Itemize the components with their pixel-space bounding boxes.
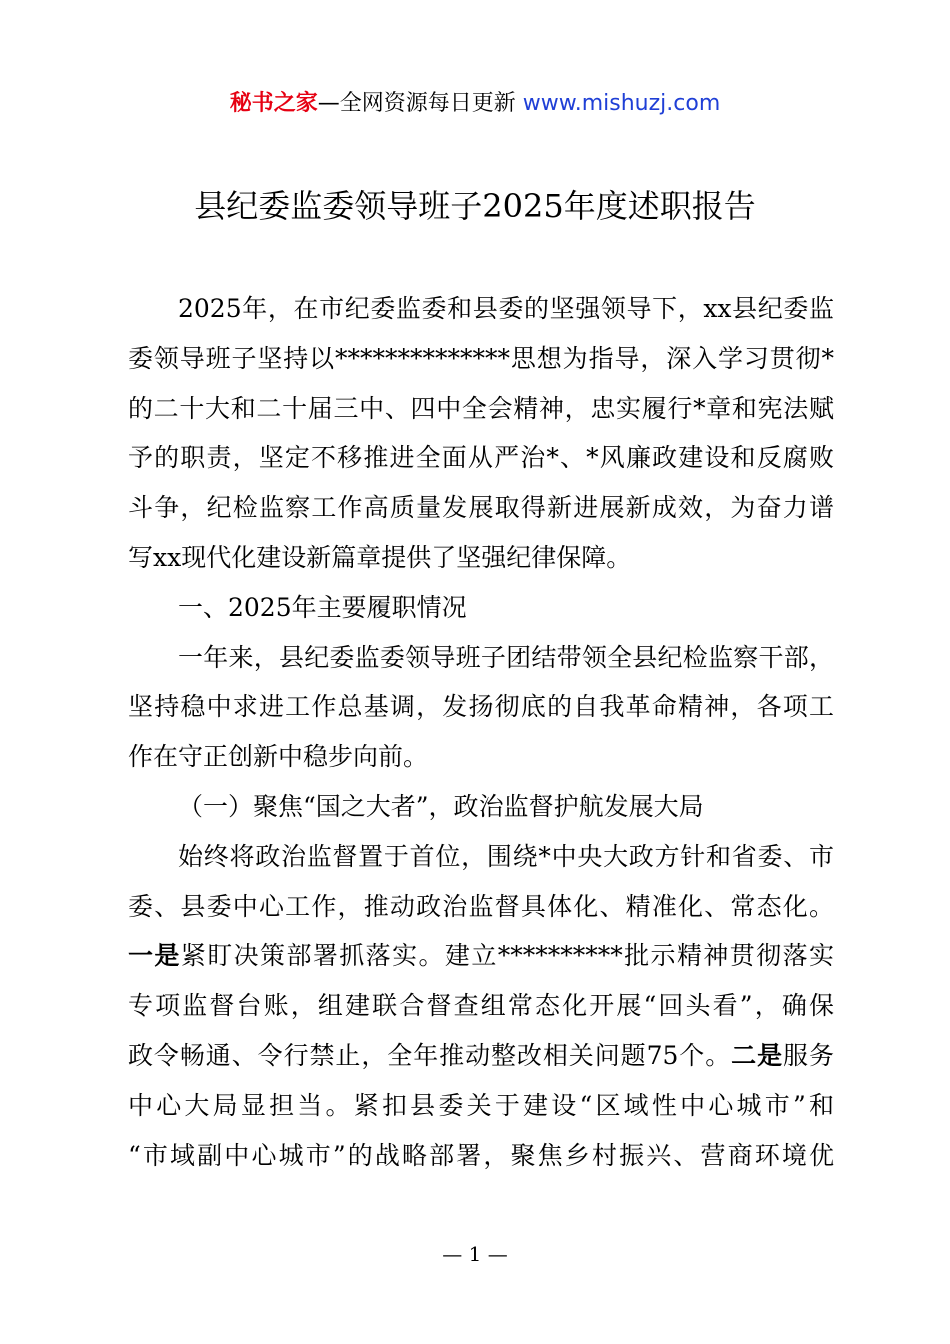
text-line: 的二十大和二十届三中、四中全会精神，忠实履行*章和宪法赋	[128, 393, 834, 423]
text-segment: 紧盯决策部署抓落实。建立**********批示精神贯彻落实	[180, 941, 834, 971]
text-line: 专项监督台账，组建联合督查组常态化开展“回头看”，确保	[128, 991, 834, 1021]
text-line: 坚持稳中求进工作总基调，发扬彻底的自我革命精神，各项工	[128, 692, 834, 722]
text-line: 委、县委中心工作，推动政治监督具体化、精准化、常态化。	[128, 891, 834, 921]
header-slogan: —全网资源每日更新	[317, 91, 516, 116]
point-marker: 一是	[128, 941, 181, 971]
text-line: 中心大局显担当。紧扣县委关于建设“区域性中心城市”和	[128, 1090, 834, 1120]
site-url-link[interactable]: www.mishuzj.com	[522, 91, 721, 116]
text-line: 予的职责，坚定不移推进全面从严治*、*风廉政建设和反腐败	[128, 443, 834, 473]
text-segment: 服务	[783, 1040, 834, 1070]
document-body	[128, 284, 834, 1180]
point-marker: 二是	[731, 1040, 784, 1070]
text-line: 作在守正创新中稳步向前。	[128, 742, 429, 772]
subsection-heading: （一）聚焦“国之大者”，政治监督护航发展大局	[178, 791, 704, 821]
text-line	[128, 931, 834, 981]
page-number: — 1 —	[442, 1242, 508, 1266]
text-line: 2025年，在市纪委监委和县委的坚强领导下，xx县纪委监	[178, 294, 834, 323]
text-line: 始终将政治监督置于首位，围绕*中央大政方针和省委、市	[178, 841, 834, 871]
text-line: 写xx现代化建设新篇章提供了坚强纪律保障。	[128, 542, 632, 572]
site-header	[0, 88, 950, 120]
text-line: 斗争，纪检监察工作高质量发展取得新进展新成效，为奋力谱	[128, 493, 834, 523]
document-title: 县纪委监委领导班子2025年度述职报告	[194, 187, 756, 225]
text-segment: 政令畅通、令行禁止，全年推动整改相关问题75个。	[128, 1040, 732, 1070]
brand-name: 秘书之家	[229, 91, 318, 116]
text-line	[128, 1031, 834, 1081]
text-line: 一年来，县纪委监委领导班子团结带领全县纪检监察干部，	[178, 642, 834, 672]
text-line: 委领导班子坚持以**************思想为指导，深入学习贯彻*	[128, 343, 834, 373]
section-heading: 一、2025年主要履职情况	[178, 592, 467, 622]
text-line: “市域副中心城市”的战略部署，聚焦乡村振兴、营商环境优	[128, 1140, 834, 1170]
